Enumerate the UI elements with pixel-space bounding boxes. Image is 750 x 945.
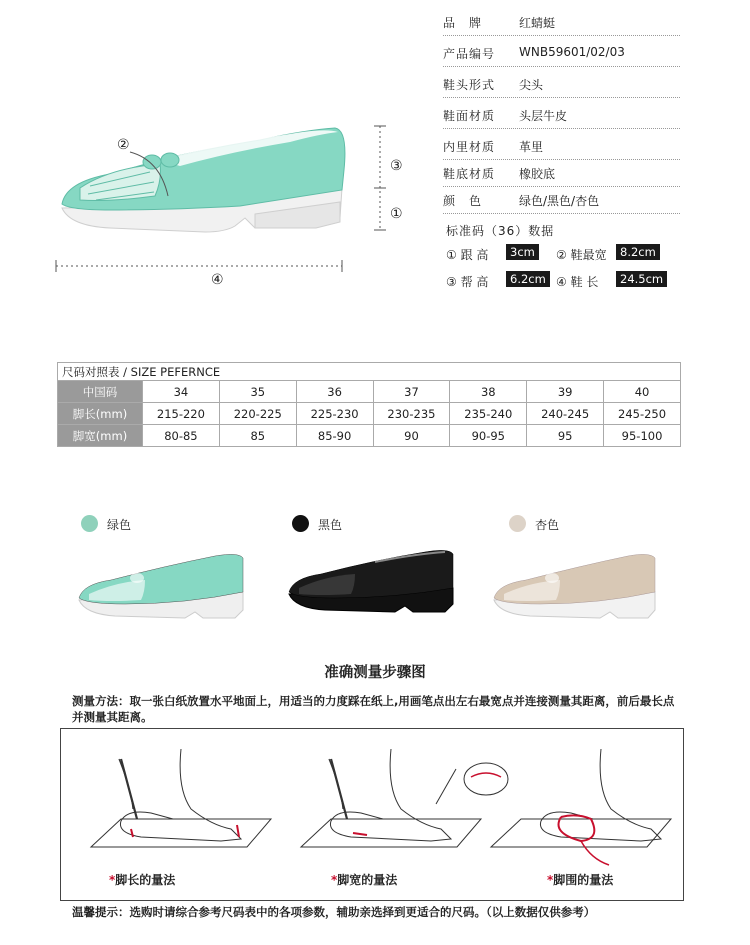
spec-value: 橡胶底	[519, 167, 556, 181]
table-cell: 90-95	[450, 425, 527, 447]
color-label: 杏色	[535, 518, 560, 532]
table-cell: 80-85	[143, 425, 220, 447]
warm-tip: 温馨提示：选购时请综合参考尺码表中的各项参数，辅助亲选择到更适合的尺码。（以上数据仅供参考）	[72, 905, 596, 919]
dimension-value: 24.5cm	[616, 271, 667, 287]
caption-foot-width	[331, 871, 397, 888]
spec-key: 鞋头形式	[443, 78, 496, 92]
spec-value: 尖头	[519, 78, 544, 92]
caption-star: *	[547, 873, 554, 887]
spec-row	[443, 67, 680, 98]
measure-diagram-box	[60, 728, 684, 901]
spec-value: WNB59601/02/03	[519, 45, 625, 59]
size-table	[57, 362, 681, 447]
caption-foot-length	[109, 871, 175, 888]
spec-row	[443, 183, 680, 214]
callout-2: ②	[117, 137, 130, 153]
spec-row	[443, 98, 680, 129]
dimension-label: ④ 鞋 长	[556, 275, 599, 289]
spec-key: 鞋面材质	[443, 109, 496, 123]
callout-4: ④	[211, 272, 224, 288]
standard-size-note: 标准码（36）数据	[446, 224, 555, 238]
spec-value: 头层牛皮	[519, 109, 568, 123]
table-cell: 235-240	[450, 403, 527, 425]
table-cell: 225-230	[296, 403, 373, 425]
table-row	[58, 403, 681, 425]
color-label: 黑色	[318, 518, 343, 532]
row-header: 脚宽(mm)	[58, 425, 143, 447]
table-cell: 37	[373, 381, 450, 403]
row-header: 中国码	[58, 381, 143, 403]
table-cell: 245-250	[604, 403, 681, 425]
color-label: 绿色	[107, 518, 132, 532]
table-cell: 35	[219, 381, 296, 403]
main-shoe-image	[50, 110, 440, 300]
row-header: 脚长(mm)	[58, 403, 143, 425]
caption-text: 脚宽的量法	[337, 873, 398, 887]
dimension-label: ③ 帮 高	[446, 275, 489, 289]
table-cell: 85	[219, 425, 296, 447]
table-cell: 34	[143, 381, 220, 403]
spec-value: 绿色/黑色/杏色	[519, 194, 600, 208]
table-row	[58, 425, 681, 447]
spec-key: 鞋底材质	[443, 167, 496, 181]
spec-key: 颜 色	[443, 194, 483, 208]
measure-title: 准确测量步骤图	[324, 665, 426, 681]
spec-row	[443, 36, 680, 67]
callout-1: ①	[390, 206, 403, 222]
caption-text: 脚长的量法	[115, 873, 176, 887]
table-cell: 36	[296, 381, 373, 403]
spec-key: 产品编号	[443, 47, 496, 61]
table-cell: 95-100	[604, 425, 681, 447]
table-row	[58, 381, 681, 403]
caption-foot-girth	[547, 871, 613, 888]
spec-key: 内里材质	[443, 140, 496, 154]
table-cell: 85-90	[296, 425, 373, 447]
table-cell: 39	[527, 381, 604, 403]
caption-text: 脚围的量法	[553, 873, 614, 887]
table-cell: 95	[527, 425, 604, 447]
color-swatch-green[interactable]	[81, 515, 98, 532]
shoe-image-black[interactable]	[285, 548, 465, 618]
callout-3: ③	[390, 158, 403, 174]
color-swatch-apricot[interactable]	[509, 515, 526, 532]
table-cell: 90	[373, 425, 450, 447]
shoe-image-apricot[interactable]	[490, 548, 665, 628]
spec-value: 革里	[519, 140, 544, 154]
table-cell: 40	[604, 381, 681, 403]
table-cell: 38	[450, 381, 527, 403]
dimension-value: 6.2cm	[506, 271, 550, 287]
table-cell: 240-245	[527, 403, 604, 425]
spec-key: 品 牌	[443, 16, 483, 30]
table-cell: 215-220	[143, 403, 220, 425]
dimension-value: 8.2cm	[616, 244, 660, 260]
table-cell: 230-235	[373, 403, 450, 425]
color-swatch-black[interactable]	[292, 515, 309, 532]
caption-star: *	[331, 873, 338, 887]
spec-row	[443, 5, 680, 36]
size-table-title: 尺码对照表 / SIZE PEFERNCE	[58, 363, 681, 381]
table-cell: 220-225	[219, 403, 296, 425]
shoe-image-green[interactable]	[75, 548, 255, 628]
dimension-label: ② 鞋最宽	[556, 248, 607, 262]
caption-star: *	[109, 873, 116, 887]
spec-value: 红蜻蜓	[519, 16, 556, 30]
dimension-value: 3cm	[506, 244, 539, 260]
dimension-label: ① 跟 高	[446, 248, 489, 262]
measure-instructions: 测量方法：取一张白纸放置水平地面上，用适当的力度踩在纸上,用画笔点出左右最宽点并连接测量其距离，前后最长点并测量其距离。	[72, 694, 675, 724]
